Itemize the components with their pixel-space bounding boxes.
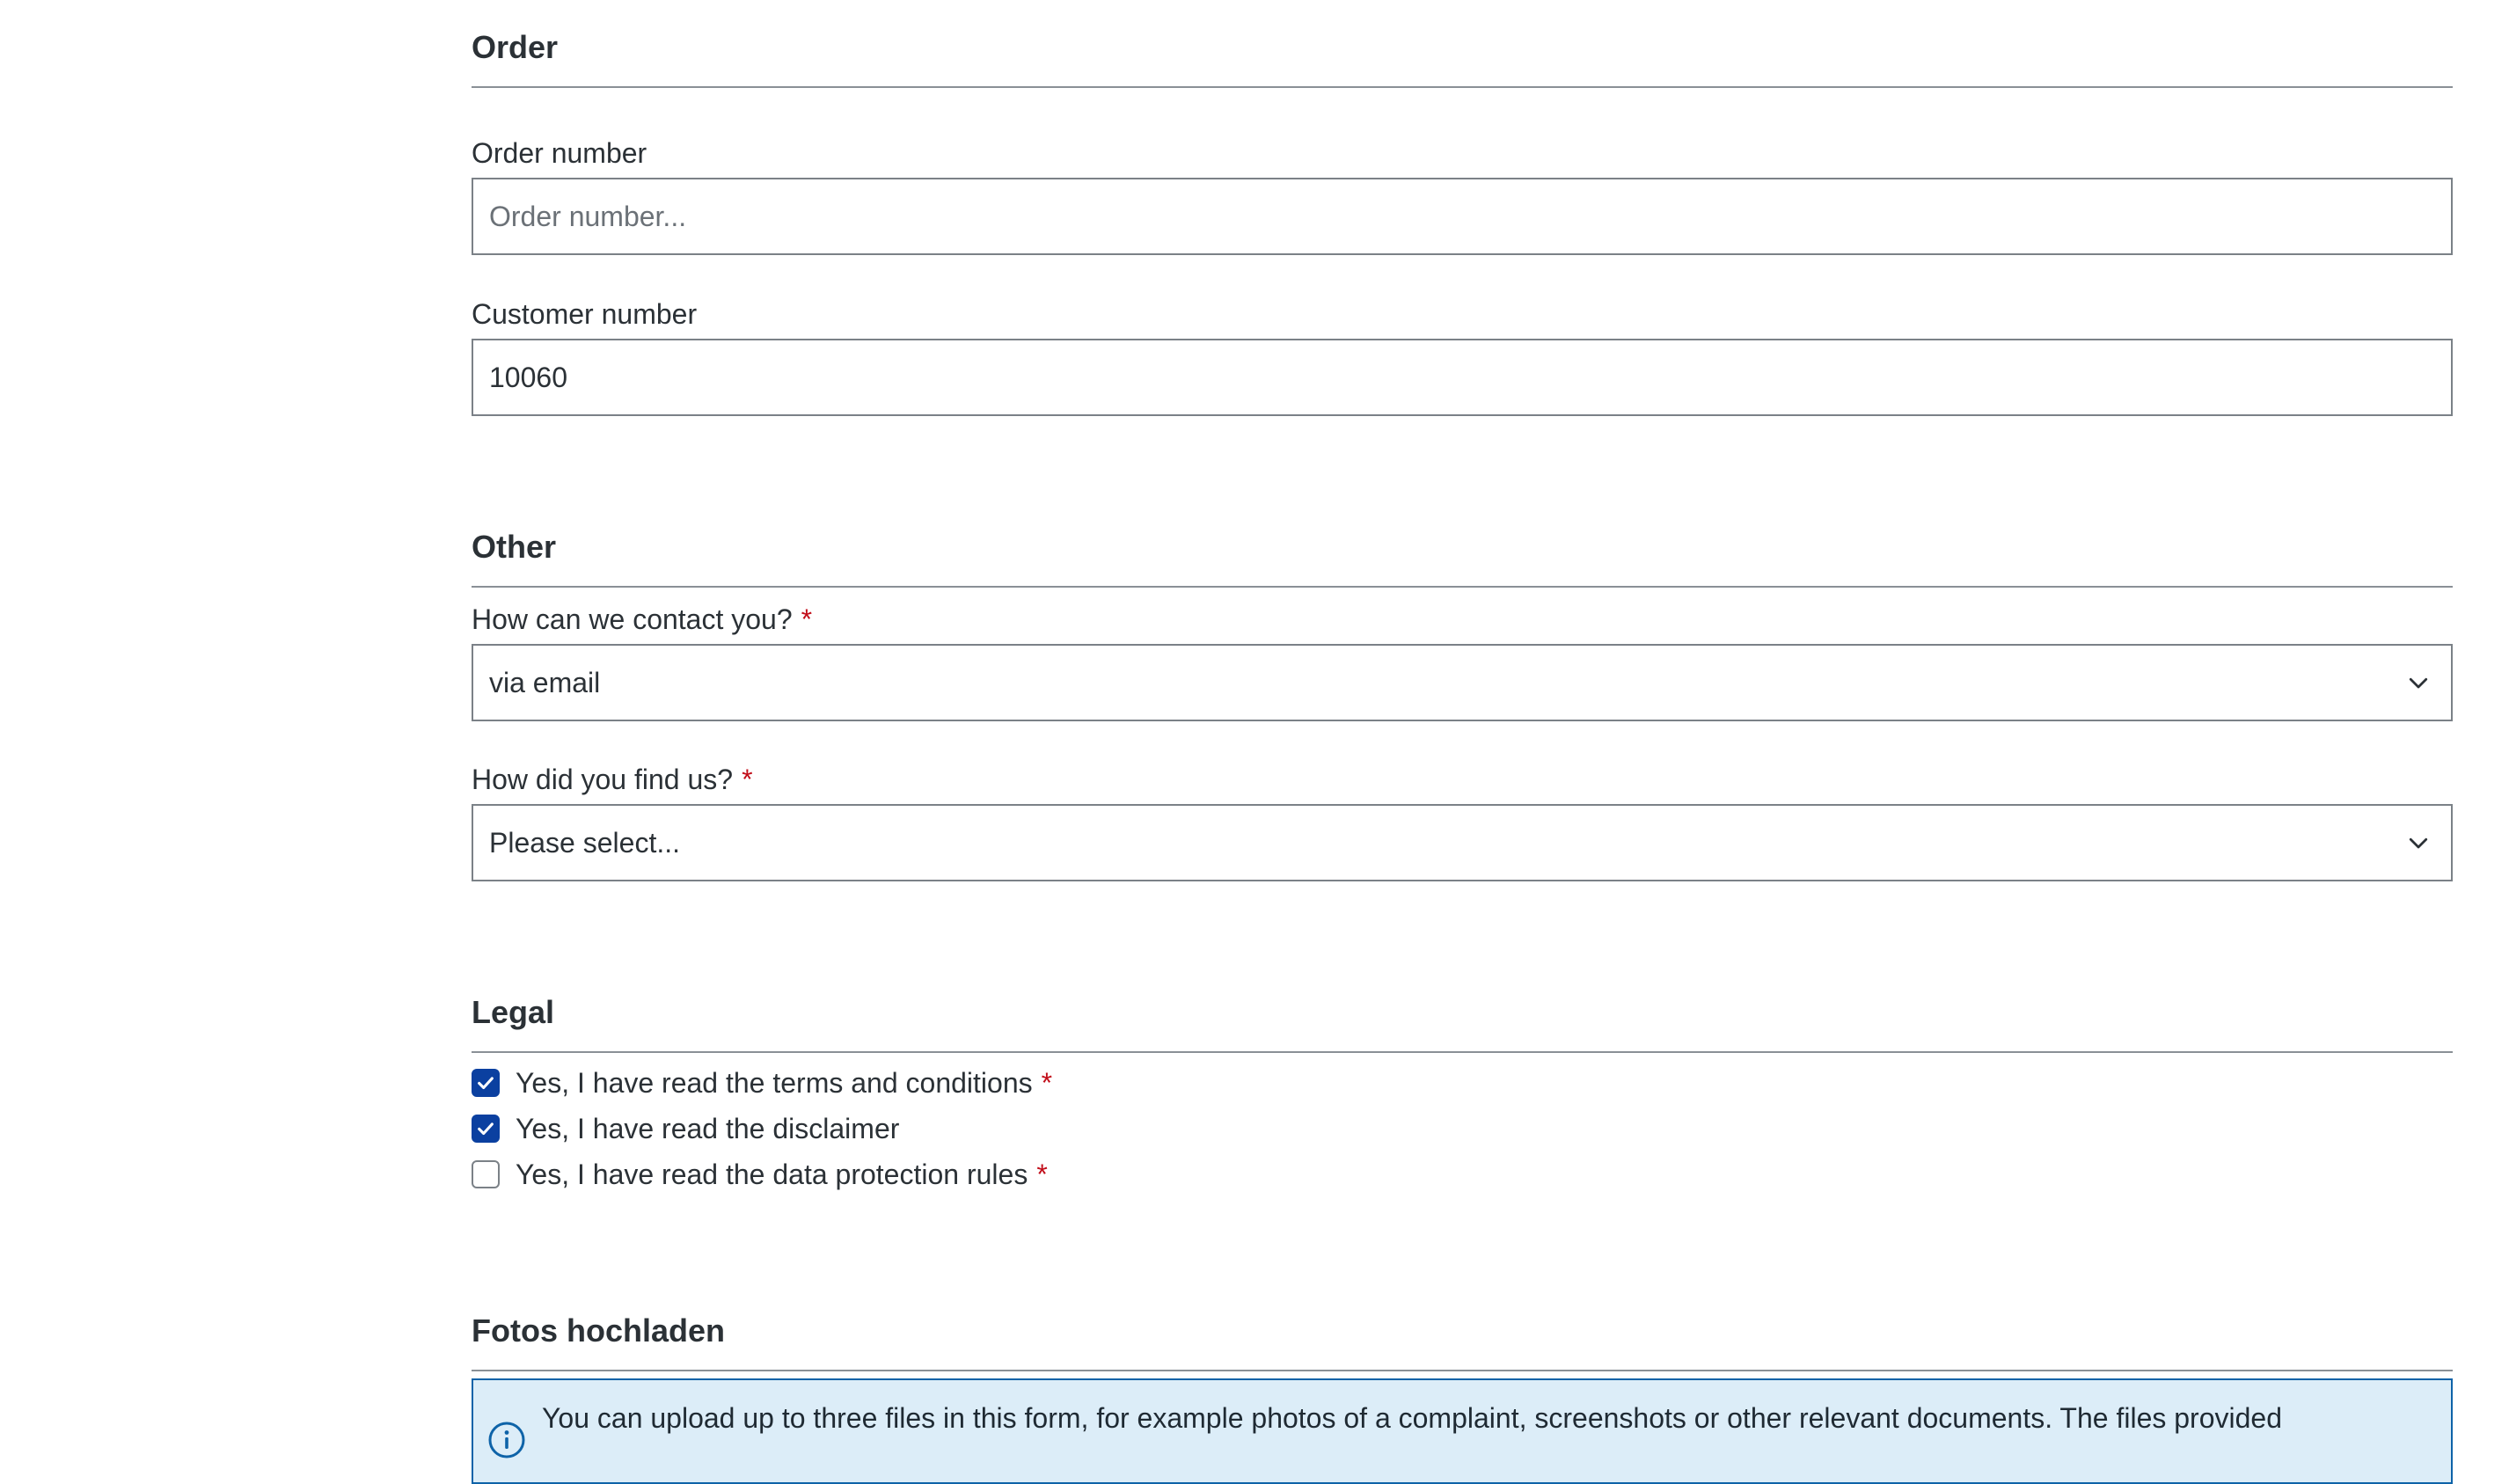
check-icon xyxy=(476,1073,495,1093)
disclaimer-checkbox[interactable] xyxy=(472,1115,500,1143)
contact-method-select[interactable] xyxy=(472,644,2453,721)
contact-method-selected-value: via email xyxy=(489,666,601,698)
find-us-select[interactable] xyxy=(472,804,2453,881)
other-section-title: Other xyxy=(472,529,557,565)
required-asterisk: * xyxy=(742,764,753,795)
required-asterisk: * xyxy=(1041,1066,1053,1099)
data-protection-label-text: Yes, I have read the data protection rules xyxy=(516,1158,1028,1190)
data-protection-checkbox[interactable] xyxy=(472,1160,500,1188)
terms-checkbox-label xyxy=(516,1067,1052,1100)
customer-number-group xyxy=(472,300,2453,416)
legal-section xyxy=(472,994,2453,1053)
upload-info-box xyxy=(472,1378,2453,1484)
find-us-label xyxy=(472,765,2453,793)
upload-info-text: You can upload up to three files in this form, for example photos of a complaint, screenshots or other relevant documents. The files provided xyxy=(542,1402,2282,1434)
order-number-group xyxy=(472,139,2453,255)
order-section-title: Order xyxy=(472,29,559,65)
find-us-group xyxy=(472,765,2453,881)
terms-checkbox-row[interactable] xyxy=(472,1060,1052,1106)
customer-number-label: Customer number xyxy=(472,298,698,330)
required-asterisk: * xyxy=(1036,1158,1048,1190)
data-protection-checkbox-row[interactable] xyxy=(472,1151,1052,1197)
order-number-input[interactable] xyxy=(473,179,2451,253)
find-us-selected-value: Please select... xyxy=(489,826,680,859)
data-protection-checkbox-label xyxy=(516,1159,1048,1191)
customer-number-input[interactable] xyxy=(473,340,2451,414)
info-icon xyxy=(487,1421,526,1459)
terms-label-text: Yes, I have read the terms and conditions xyxy=(516,1066,1033,1099)
find-us-label-text: How did you find us? xyxy=(472,764,734,795)
contact-method-label xyxy=(472,605,2453,633)
photos-section-divider xyxy=(472,1370,2453,1371)
other-section-divider xyxy=(472,586,2453,588)
chevron-down-icon xyxy=(2405,830,2432,856)
disclaimer-checkbox-label xyxy=(516,1113,899,1145)
contact-method-group xyxy=(472,605,2453,721)
photos-section-title: Fotos hochladen xyxy=(472,1312,725,1349)
order-section xyxy=(472,29,2453,88)
check-icon xyxy=(476,1119,495,1138)
order-number-field-wrapper xyxy=(472,178,2453,255)
legal-checkbox-list xyxy=(472,1060,1052,1197)
disclaimer-checkbox-row[interactable] xyxy=(472,1106,1052,1151)
disclaimer-label-text: Yes, I have read the disclaimer xyxy=(516,1112,900,1144)
chevron-down-icon xyxy=(2405,669,2432,696)
contact-method-label-text: How can we contact you? xyxy=(472,603,793,635)
customer-number-field-wrapper xyxy=(472,339,2453,416)
required-asterisk: * xyxy=(801,603,813,635)
photos-section xyxy=(472,1312,2453,1371)
order-section-divider xyxy=(472,86,2453,88)
terms-checkbox[interactable] xyxy=(472,1069,500,1097)
legal-section-title: Legal xyxy=(472,994,555,1030)
legal-section-divider xyxy=(472,1051,2453,1053)
order-number-label: Order number xyxy=(472,137,647,169)
other-section xyxy=(472,531,2453,588)
